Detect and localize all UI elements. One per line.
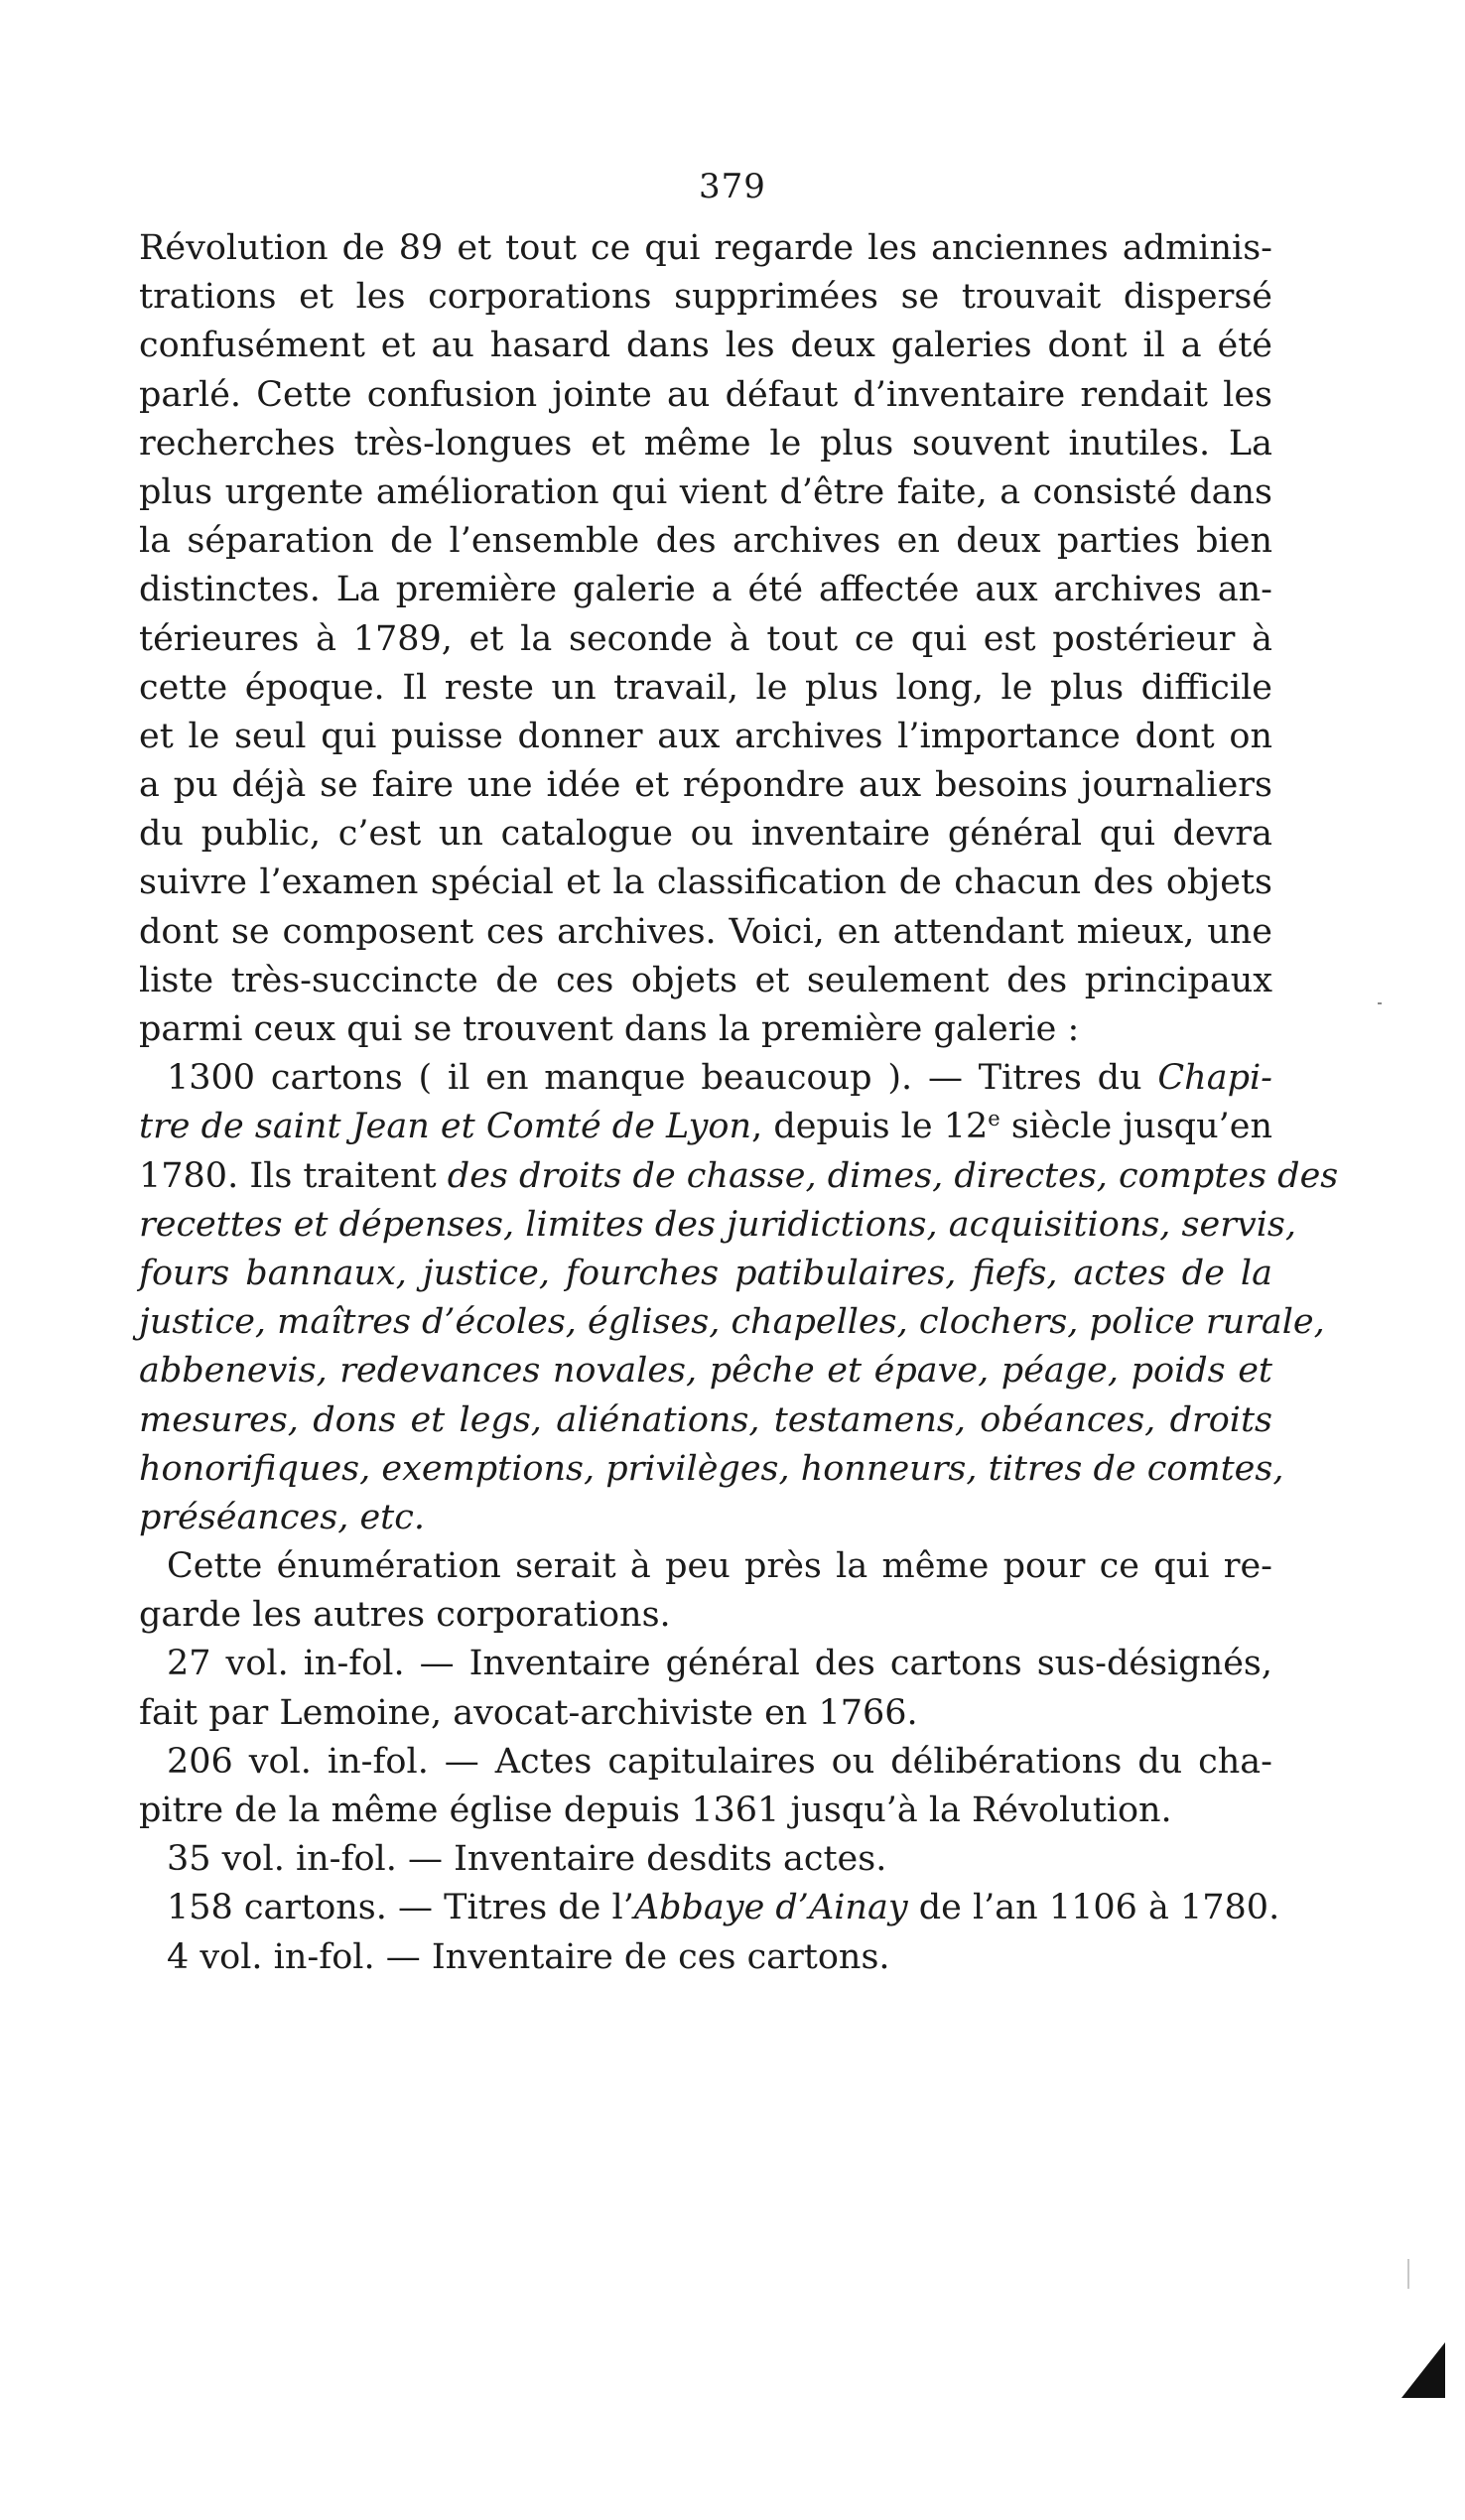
page-corner-mark: [1401, 2342, 1445, 2398]
text-line: justice, maîtres d’écoles, églises, chapelles, clochers, police rurale,: [139, 1302, 1325, 1343]
text-run: de l’an 1106 à 1780.: [907, 1888, 1280, 1928]
italic-run: des droits de chasse, dimes, directes, comptes des: [447, 1155, 1339, 1196]
text-line: Cette énumération serait à peu près la même pour ce qui re-: [167, 1546, 1272, 1587]
text-run: 1780. Ils traitent: [139, 1155, 448, 1196]
paragraph-ainay: [139, 1884, 1280, 1932]
text-line: [139, 1054, 1272, 1103]
text-line: liste très-succincte de ces objets et seulement des principaux: [139, 960, 1272, 1000]
text-line: la séparation de l’ensemble des archives en deux parties bien: [139, 521, 1272, 562]
text-line: garde les autres corporations.: [139, 1595, 671, 1636]
text-line: a pu déjà se faire une idée et répondre aux besoins journaliers: [139, 765, 1272, 806]
text-line: abbenevis, redevances novales, pêche et épave, péage, poids et: [139, 1351, 1272, 1392]
text-line: recherches très-longues et même le plus souvent inutiles. La: [139, 423, 1272, 464]
text-run: siècle jusqu’en: [999, 1107, 1273, 1147]
text-line: fait par Lemoine, avocat-archiviste en 1766.: [139, 1692, 918, 1733]
superscript: e: [988, 1107, 1000, 1131]
text-line: distinctes. La première galerie a été affectée aux archives an-: [139, 570, 1272, 610]
page-number: 379: [699, 167, 766, 206]
scan-speck: [1378, 1002, 1382, 1004]
text-line: pitre de la même église depuis 1361 jusqu’à la Révolution.: [139, 1791, 1172, 1830]
text-line: [139, 1152, 1339, 1201]
paragraph-intro: [139, 224, 1272, 1054]
text-line: fours bannaux, justice, fourches patibulaires, fiefs, actes de la: [139, 1253, 1272, 1293]
text-line: Révolution de 89 et tout ce qui regarde les anciennes adminis-: [139, 228, 1272, 268]
text-line: trations et les corporations supprimées se trouvait dispersé: [139, 277, 1272, 318]
paragraph-enumeration: [139, 1542, 1272, 1640]
text-line: 4 vol. in-fol. — Inventaire de ces cartons.: [167, 1936, 890, 1977]
text-line: confusément et au hasard dans les deux galeries dont il a été: [139, 326, 1272, 366]
text-line: suivre l’examen spécial et la classification de chacun des objets: [139, 862, 1272, 903]
paragraph-chapitre: [139, 1054, 1339, 1542]
scan-speck: [1407, 2259, 1409, 2289]
text-run: 1300 cartons ( il en manque beaucoup ). — Titres du: [167, 1058, 1158, 1099]
body-text: [139, 224, 1339, 1982]
text-line: honorifiques, exemptions, privilèges, honneurs, titres de comtes,: [139, 1448, 1284, 1489]
text-line: et le seul qui puisse donner aux archives l’importance dont on: [139, 716, 1272, 756]
text-line: [139, 1884, 1280, 1932]
text-run: 158 cartons. — Titres de l’: [167, 1888, 634, 1928]
text-line: préséances, etc.: [139, 1497, 425, 1537]
text-run: , depuis le 12: [751, 1107, 989, 1147]
text-line: parlé. Cette confusion jointe au défaut d’inventaire rendait les: [139, 374, 1272, 415]
text-line: 206 vol. in-fol. — Actes capitulaires ou délibérations du cha-: [167, 1741, 1272, 1782]
text-line: recettes et dépenses, limites des juridictions, acquisitions, servis,: [139, 1204, 1297, 1245]
text-line: parmi ceux qui se trouvent dans la première galerie :: [139, 1009, 1080, 1049]
text-line: mesures, dons et legs, aliénations, testamens, obéances, droits: [139, 1399, 1272, 1440]
italic-run: Chapi-: [1157, 1058, 1272, 1099]
paragraph-actes-capitulaires: [139, 1738, 1272, 1835]
text-line: dont se composent ces archives. Voici, en attendant mieux, une: [139, 911, 1272, 952]
paragraph-inventaire-cartons: [139, 1933, 1272, 1982]
text-line: cette époque. Il reste un travail, le plus long, le plus difficile: [139, 667, 1272, 708]
italic-run: Abbaye d’Ainay: [633, 1888, 908, 1928]
paragraph-inventaire-actes: [139, 1835, 1272, 1884]
text-line: 35 vol. in-fol. — Inventaire desdits actes.: [167, 1839, 887, 1880]
paragraph-inventaire: [139, 1640, 1272, 1737]
text-line: 27 vol. in-fol. — Inventaire général des cartons sus-désignés,: [167, 1644, 1272, 1684]
italic-run: tre de saint Jean et Comté de Lyon: [139, 1107, 752, 1147]
text-line: [139, 1103, 1272, 1151]
text-line: du public, c’est un catalogue ou inventaire général qui devra: [139, 814, 1272, 855]
text-line: plus urgente amélioration qui vient d’être faite, a consisté dans: [139, 471, 1272, 512]
text-line: térieures à 1789, et la seconde à tout ce qui est postérieur à: [139, 618, 1272, 659]
